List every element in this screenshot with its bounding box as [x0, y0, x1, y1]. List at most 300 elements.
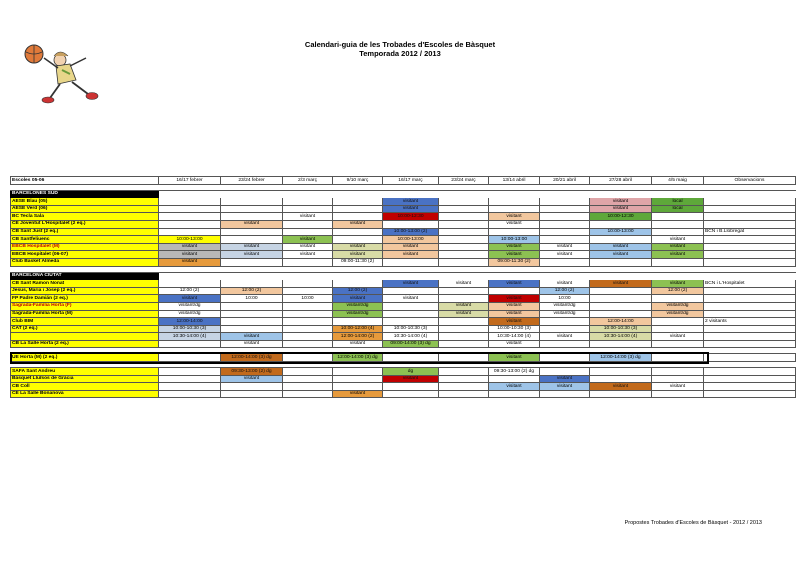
schedule-cell — [159, 354, 221, 362]
schedule-cell — [221, 302, 283, 310]
section-heading: BARCELONÈS SUD — [11, 190, 159, 198]
section-blank — [221, 190, 283, 198]
schedule-cell — [652, 295, 704, 303]
schedule-cell: visitant — [333, 295, 383, 303]
schedule-cell — [540, 236, 590, 244]
schedule-cell: 12:00 (2) — [333, 287, 383, 295]
schedule-cell: 09:30-13:00 (2) dg — [489, 368, 540, 376]
schedule-cell — [590, 390, 652, 398]
schedule-cell — [652, 354, 704, 362]
schedule-cell — [383, 220, 439, 228]
schedule-cell — [489, 287, 540, 295]
table-row — [11, 383, 796, 391]
page-title: Calendari-guia de les Trobades d'Escoles de Bàsquet — [304, 40, 496, 49]
notes-cell — [704, 333, 796, 341]
schedule-cell — [333, 318, 383, 326]
schedule-cell — [439, 325, 489, 333]
school-name: EBCB Hospitalet (06-07) — [11, 251, 159, 259]
section-blank — [652, 272, 704, 280]
schedule-cell — [540, 228, 590, 236]
schedule-cell — [652, 368, 704, 376]
document-title-block — [0, 40, 800, 58]
schedule-cell: visitant — [439, 310, 489, 318]
schedule-cell: visitant — [159, 251, 221, 259]
schedule-cell: visitant — [652, 333, 704, 341]
table-row — [11, 243, 796, 251]
table-row — [11, 198, 796, 206]
schedule-cell — [221, 390, 283, 398]
schedule-cell: visitant — [221, 251, 283, 259]
schedule-cell: visitant — [383, 295, 439, 303]
schedule-cell: 10:00 — [540, 295, 590, 303]
schedule-cell: 10:00-10:30 (3) — [159, 325, 221, 333]
schedule-cell: visitant — [333, 220, 383, 228]
header-date: 16/17 març — [383, 177, 439, 185]
schedule-cell — [383, 310, 439, 318]
section-blank — [221, 272, 283, 280]
schedule-cell: visitant — [540, 383, 590, 391]
section-blank — [704, 190, 796, 198]
schedule-cell — [439, 205, 489, 213]
section-blank — [590, 190, 652, 198]
table-row — [11, 228, 796, 236]
schedule-cell — [540, 258, 590, 266]
schedule-cell: visitant — [159, 243, 221, 251]
section-blank — [333, 272, 383, 280]
notes-cell — [704, 302, 796, 310]
header-notes-column: Observacions — [704, 177, 796, 185]
table-row — [11, 236, 796, 244]
schedule-cell: visitant — [652, 251, 704, 259]
schedule-cell: 12:00-14:00 (3) dg — [333, 354, 383, 362]
schedule-cell: visitant/dg — [333, 302, 383, 310]
schedule-cell — [283, 258, 333, 266]
school-name: UE Horta (M) (2 eq.) — [11, 354, 159, 362]
notes-cell — [704, 354, 796, 362]
schedule-cell — [652, 340, 704, 348]
schedule-cell — [652, 325, 704, 333]
schedule-cell: local — [652, 198, 704, 206]
schedule-cell: visitant — [489, 280, 540, 288]
schedule-cell: visitant — [383, 375, 439, 383]
schedule-cell: 10:30-14:00 (4) — [489, 333, 540, 341]
section-blank — [439, 272, 489, 280]
table-row — [11, 318, 796, 326]
schedule-cell — [652, 375, 704, 383]
section-heading: BARCELONA CIUTAT — [11, 272, 159, 280]
schedule-cell — [652, 258, 704, 266]
page-footer: Propostes Trobades d'Escoles de Bàsquet - 2012 / 2013 — [624, 520, 762, 526]
schedule-cell: 10:00-12:30 — [590, 213, 652, 221]
section-blank — [540, 190, 590, 198]
header-school-column: Escoles 05-06 — [11, 177, 159, 185]
schedule-cell — [383, 383, 439, 391]
schedule-cell — [221, 280, 283, 288]
schedule-cell — [383, 287, 439, 295]
schedule-cell — [590, 302, 652, 310]
schedule-cell — [439, 368, 489, 376]
header-date: 27/28 abril — [590, 177, 652, 185]
notes-cell — [704, 390, 796, 398]
schedule-cell: visitant/dg — [333, 310, 383, 318]
schedule-cell: visitant — [489, 318, 540, 326]
schedule-cell — [439, 220, 489, 228]
schedule-cell: 12:00-14:00 (3) dg — [590, 354, 652, 362]
table-row — [11, 280, 796, 288]
schedule-cell — [283, 198, 333, 206]
section-blank — [159, 190, 221, 198]
schedule-cell — [439, 340, 489, 348]
schedule-cell — [283, 368, 333, 376]
schedule-cell — [540, 318, 590, 326]
table-row — [11, 220, 796, 228]
schedule-cell: 12:00-14:00 — [159, 318, 221, 326]
schedule-cell: visitant — [221, 243, 283, 251]
schedule-cell — [540, 354, 590, 362]
schedule-cell: visitant — [221, 375, 283, 383]
schedule-cell — [489, 228, 540, 236]
notes-cell — [704, 220, 796, 228]
schedule-cell: visitant — [540, 333, 590, 341]
schedule-cell — [439, 243, 489, 251]
schedule-cell: 10:00-13:00 — [590, 228, 652, 236]
schedule-cell: 10:00-10:30 (3) — [383, 325, 439, 333]
schedule-cell — [439, 228, 489, 236]
schedule-cell: 10:00-10:30 (3) — [590, 325, 652, 333]
school-name: Jesus, Maria i Josep (2 eq.) — [11, 287, 159, 295]
page-subtitle: Temporada 2012 / 2013 — [359, 49, 441, 58]
schedule-cell: visitant — [159, 295, 221, 303]
header-date: 16/17 febrer — [159, 177, 221, 185]
schedule-cell — [590, 368, 652, 376]
schedule-cell — [439, 258, 489, 266]
notes-cell: BCN i B.Llobregat — [704, 228, 796, 236]
schedule-cell — [439, 375, 489, 383]
schedule-cell: visitant/dg — [159, 310, 221, 318]
section-blank — [383, 190, 439, 198]
schedule-cell: visitant — [489, 383, 540, 391]
schedule-cell — [590, 258, 652, 266]
header-date: 2/3 març — [283, 177, 333, 185]
section-blank — [283, 190, 333, 198]
notes-cell — [704, 340, 796, 348]
schedule-cell — [652, 228, 704, 236]
schedule-cell: 12:00-14:00 (2) — [333, 333, 383, 341]
schedule-cell — [489, 205, 540, 213]
school-name: Bàsquet Lluïsos de Gràcia — [11, 375, 159, 383]
school-name: CB Sant Ramon Nonat — [11, 280, 159, 288]
section-row — [11, 272, 796, 280]
schedule-cell — [383, 318, 439, 326]
schedule-table — [10, 176, 796, 398]
schedule-cell: 10:00-13:00 — [383, 236, 439, 244]
section-blank — [489, 272, 540, 280]
schedule-cell — [540, 390, 590, 398]
schedule-cell: visitant — [652, 236, 704, 244]
schedule-cell: local — [652, 205, 704, 213]
schedule-cell: visitant — [283, 213, 333, 221]
schedule-cell: visitant — [590, 280, 652, 288]
school-name: CB La Salle Horta (2 eq.) — [11, 340, 159, 348]
schedule-cell — [333, 213, 383, 221]
schedule-cell: visitant — [489, 213, 540, 221]
schedule-cell — [489, 375, 540, 383]
schedule-cell: 09:00-11:30 (2) — [333, 258, 383, 266]
table-row — [11, 251, 796, 259]
table-row — [11, 258, 796, 266]
schedule-cell — [590, 295, 652, 303]
schedule-cell: 10:30-14:00 (4) — [159, 333, 221, 341]
schedule-cell — [159, 205, 221, 213]
schedule-cell: visitant — [489, 243, 540, 251]
schedule-cell: visitant — [489, 251, 540, 259]
notes-cell — [704, 368, 796, 376]
schedule-cell: visitant — [221, 220, 283, 228]
school-name: CE Joventut L'Hospitalet (2 eq.) — [11, 220, 159, 228]
schedule-cell: 12:00 (2) — [652, 287, 704, 295]
section-blank — [540, 272, 590, 280]
notes-cell: BCN i L'Hospitalet — [704, 280, 796, 288]
schedule-cell — [333, 236, 383, 244]
schedule-cell — [439, 354, 489, 362]
schedule-cell — [652, 318, 704, 326]
school-name: Sagrada-Família Horta (M) — [11, 310, 159, 318]
schedule-cell — [333, 383, 383, 391]
notes-cell — [704, 295, 796, 303]
schedule-cell — [221, 198, 283, 206]
schedule-cell — [439, 318, 489, 326]
schedule-cell: visitant — [383, 205, 439, 213]
table-row — [11, 205, 796, 213]
schedule-cell: 09:00-11:30 (2) — [489, 258, 540, 266]
schedule-cell — [159, 198, 221, 206]
schedule-cell: visitant — [383, 251, 439, 259]
schedule-cell — [159, 220, 221, 228]
schedule-cell: 10:00 — [283, 295, 333, 303]
schedule-cell — [159, 375, 221, 383]
schedule-cell — [439, 295, 489, 303]
schedule-cell: visitant — [489, 310, 540, 318]
schedule-cell — [439, 333, 489, 341]
schedule-cell — [283, 220, 333, 228]
schedule-cell: 12:00 (2) — [540, 287, 590, 295]
schedule-cell: visitant — [540, 243, 590, 251]
schedule-cell: visitant — [652, 383, 704, 391]
school-name: CB Santfeliuenc — [11, 236, 159, 244]
schedule-cell — [159, 228, 221, 236]
notes-cell — [704, 325, 796, 333]
schedule-cell — [283, 325, 333, 333]
notes-cell — [704, 243, 796, 251]
schedule-cell: 09:00-14:00 (3) dg — [383, 340, 439, 348]
highlighted-table-row — [11, 354, 796, 362]
schedule-cell — [590, 375, 652, 383]
schedule-cell: visitant — [439, 280, 489, 288]
school-name: SAFA Sant Andreu — [11, 368, 159, 376]
schedule-cell — [159, 340, 221, 348]
schedule-cell — [283, 287, 333, 295]
schedule-cell: visitant — [283, 236, 333, 244]
schedule-cell — [283, 205, 333, 213]
notes-cell — [704, 287, 796, 295]
section-blank — [439, 190, 489, 198]
schedule-cell — [283, 333, 333, 341]
schedule-cell: visitant — [540, 251, 590, 259]
schedule-cell: 10:00 — [221, 295, 283, 303]
school-name: CB Coll — [11, 383, 159, 391]
section-blank — [159, 272, 221, 280]
schedule-cell — [540, 220, 590, 228]
schedule-cell: visitant — [489, 295, 540, 303]
school-name: Sagrada-Família Horta (F) — [11, 302, 159, 310]
section-blank — [333, 190, 383, 198]
school-name: BC Tecla Sala — [11, 213, 159, 221]
table-row — [11, 287, 796, 295]
schedule-cell — [159, 390, 221, 398]
schedule-cell: visitant — [652, 280, 704, 288]
notes-cell: 2 visitants — [704, 318, 796, 326]
schedule-cell — [652, 390, 704, 398]
schedule-cell: 10:00-12:30 — [383, 213, 439, 221]
schedule-cell — [383, 390, 439, 398]
school-name: Club BIM — [11, 318, 159, 326]
table-row — [11, 325, 796, 333]
notes-cell — [704, 205, 796, 213]
schedule-cell: visitant — [283, 243, 333, 251]
schedule-cell: visitant — [333, 251, 383, 259]
schedule-cell — [333, 375, 383, 383]
section-row — [11, 190, 796, 198]
table-row — [11, 295, 796, 303]
schedule-cell — [221, 325, 283, 333]
table-row — [11, 333, 796, 341]
schedule-cell — [439, 236, 489, 244]
schedule-cell — [221, 236, 283, 244]
schedule-cell — [333, 198, 383, 206]
schedule-cell — [283, 383, 333, 391]
schedule-cell: 10:30-14:00 (4) — [590, 333, 652, 341]
section-blank — [590, 272, 652, 280]
schedule-cell — [283, 354, 333, 362]
school-name: CE La Salle Bonanova — [11, 390, 159, 398]
schedule-cell — [439, 213, 489, 221]
schedule-cell — [221, 310, 283, 318]
notes-cell — [704, 383, 796, 391]
table-row — [11, 213, 796, 221]
section-blank — [489, 190, 540, 198]
schedule-cell: visitant — [489, 340, 540, 348]
header-date: 23/24 febrer — [221, 177, 283, 185]
schedule-cell — [489, 198, 540, 206]
schedule-cell: visitant — [439, 302, 489, 310]
schedule-cell — [540, 340, 590, 348]
table-row — [11, 368, 796, 376]
schedule-cell — [283, 228, 333, 236]
schedule-cell: visitant — [590, 383, 652, 391]
header-date: 23/24 març — [439, 177, 489, 185]
schedule-cell: visitant/dg — [159, 302, 221, 310]
schedule-cell: visitant — [590, 205, 652, 213]
schedule-cell: visitant — [333, 390, 383, 398]
schedule-cell: visitant — [590, 243, 652, 251]
schedule-cell — [540, 198, 590, 206]
schedule-cell: visitant — [590, 198, 652, 206]
schedule-cell: visitant — [333, 243, 383, 251]
schedule-cell: 10:30-14:00 (4) — [383, 333, 439, 341]
schedule-cell: visitant — [590, 251, 652, 259]
header-date: 13/14 abril — [489, 177, 540, 185]
schedule-cell: visitant — [333, 340, 383, 348]
schedule-cell — [652, 213, 704, 221]
schedule-cell — [283, 375, 333, 383]
schedule-cell: visitant — [489, 220, 540, 228]
notes-cell — [704, 236, 796, 244]
schedule-cell: visitant/dg — [540, 302, 590, 310]
schedule-cell: visitant — [221, 340, 283, 348]
notes-cell — [704, 251, 796, 259]
schedule-cell — [652, 220, 704, 228]
section-blank — [383, 272, 439, 280]
schedule-cell: visitant — [540, 280, 590, 288]
table-row — [11, 310, 796, 318]
schedule-cell: 10:00-10:30 (3) — [489, 325, 540, 333]
schedule-cell — [283, 280, 333, 288]
schedule-cell: 12:00 (2) — [221, 287, 283, 295]
schedule-cell: visitant — [383, 280, 439, 288]
schedule-cell — [333, 205, 383, 213]
section-blank — [283, 272, 333, 280]
schedule-cell — [221, 205, 283, 213]
schedule-cell — [489, 390, 540, 398]
notes-cell — [704, 258, 796, 266]
schedule-cell: visitant — [283, 251, 333, 259]
schedule-cell — [159, 213, 221, 221]
schedule-cell: visitant — [489, 302, 540, 310]
schedule-cell: visitant — [159, 258, 221, 266]
schedule-cell — [383, 258, 439, 266]
schedule-cell — [221, 318, 283, 326]
schedule-cell — [590, 220, 652, 228]
schedule-cell — [439, 198, 489, 206]
section-blank — [652, 190, 704, 198]
schedule-cell — [383, 302, 439, 310]
schedule-cell — [590, 340, 652, 348]
table-row — [11, 302, 796, 310]
schedule-cell: visitant/dg — [652, 310, 704, 318]
schedule-cell: visitant — [383, 243, 439, 251]
school-name: Club Basket Almeda — [11, 258, 159, 266]
schedule-cell: 12:00-14:00 — [590, 318, 652, 326]
school-name: CB Sant Just (2 eq.) — [11, 228, 159, 236]
schedule-cell — [333, 228, 383, 236]
header-date: 9/10 març — [333, 177, 383, 185]
school-name — [11, 333, 159, 341]
schedule-cell: 10:00-13:00 — [159, 236, 221, 244]
schedule-cell — [333, 368, 383, 376]
schedule-cell — [283, 310, 333, 318]
schedule-cell: visitant — [221, 333, 283, 341]
schedule-cell — [283, 340, 333, 348]
school-name: CAT (2 eq.) — [11, 325, 159, 333]
notes-cell — [704, 198, 796, 206]
school-name: FP Padre Damián (2 eq.) — [11, 295, 159, 303]
schedule-cell: 12:00-14:00 (3) dg — [221, 354, 283, 362]
schedule-cell — [590, 236, 652, 244]
schedule-cell — [540, 368, 590, 376]
schedule-cell — [283, 302, 333, 310]
schedule-cell — [540, 213, 590, 221]
schedule-cell — [221, 228, 283, 236]
